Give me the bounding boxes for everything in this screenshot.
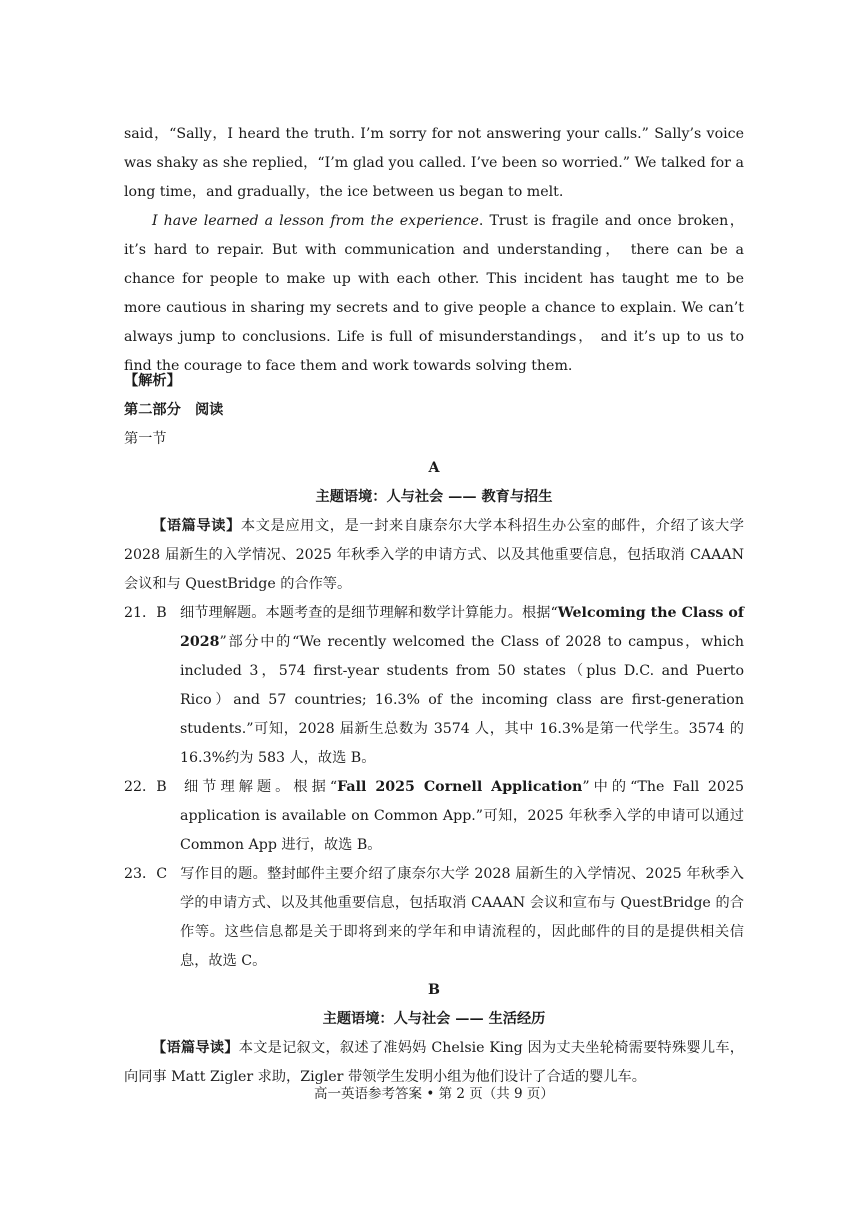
answer-item bbox=[124, 773, 744, 860]
passage-a-theme: 主题语境：人与社会 —— 教育与招生 bbox=[315, 489, 553, 505]
passage-a-intro bbox=[124, 512, 744, 599]
answer-text: ”部分中的“We recently welcomed the Class of 2028 to campus，which included 3，574 first-year students from 50 states（plus D.C. and Puerto Rico）and 57 countries; 16.3% of the incoming class are first-generation students.”可知，2028 届新生总数为 3574 人，其中 16.3%是第一代学生。3574 的 16.3%约为 583 人，故选 B。 bbox=[180, 634, 744, 766]
answer-item bbox=[124, 599, 744, 773]
analysis-heading: 【解析】 bbox=[124, 373, 181, 389]
passage-b-intro-text: 本文是记叙文，叙述了准妈妈 Chelsie King 因为丈夫坐轮椅需要特殊婴儿车，向同事 Matt Zigler 求助，Zigler 带领学生发明小组为他们设计了合适的婴儿车。 bbox=[124, 1040, 744, 1085]
part-heading: 第二部分 阅读 bbox=[124, 402, 224, 418]
passage-b-theme: 主题语境：人与社会 —— 生活经历 bbox=[322, 1011, 546, 1027]
answer-item bbox=[124, 860, 744, 976]
answer-text: ”中的“The Fall 2025 application is available on Common App.”可知，2025 年秋季入学的申请可以通过 Common App 进行，故选 B。 bbox=[180, 779, 744, 853]
answer-bold-text: Welcoming the Class of 2028 bbox=[180, 605, 744, 650]
passage-b-intro-label: 【语篇导读】 bbox=[152, 1040, 239, 1056]
answer-number: 22．B bbox=[124, 779, 167, 795]
story-paragraph-2 bbox=[124, 207, 744, 381]
analysis-section bbox=[124, 367, 744, 1092]
section-heading: 第一节 bbox=[124, 431, 167, 447]
story-ending bbox=[124, 120, 744, 381]
page-footer: 高一英语参考答案 • 第 2 页（共 9 页） bbox=[314, 1086, 554, 1102]
passage-a-intro-text: 本文是应用文，是一封来自康奈尔大学本科招生办公室的邮件，介绍了该大学 2028 届新生的入学情况、2025 年秋季入学的申请方式、以及其他重要信息，包括取消 CAAAN 会议和与 QuestBridge 的合作等。 bbox=[124, 518, 744, 592]
story-paragraph-1: said，“Sally，I heard the truth. I’m sorry for not answering your calls.” Sally’s voice was shaky as she replied，“I’m glad you called. I’ve been so worried.” We talked for a long time，and gradually，the ice between us began to melt. bbox=[124, 126, 744, 200]
story-paragraph-2-text: . Trust is fragile and once broken，it’s hard to repair. But with communication and understanding， there can be a chance for people to make up with each other. This incident has taught me to be more cautious in sharing my secrets and to give people a chance to explain. We can’t always jump to conclusions. Life is full of misunderstandings， and it’s up to us to find the courage to face them and work towards solving them. bbox=[124, 213, 744, 374]
answer-text: 细节理解题。根据“ bbox=[180, 779, 338, 795]
answer-bold-text: Fall 2025 Cornell Application bbox=[337, 779, 583, 795]
answer-text: 细节理解题。本题考查的是细节理解和数学计算能力。根据“ bbox=[180, 605, 558, 621]
answer-number: 23．C bbox=[124, 866, 168, 882]
passage-b-letter: B bbox=[428, 982, 440, 998]
passage-a-intro-label: 【语篇导读】 bbox=[152, 518, 241, 534]
passage-a-letter: A bbox=[428, 460, 440, 476]
answer-number: 21．B bbox=[124, 605, 167, 621]
story-paragraph-2-italic: I have learned a lesson from the experience bbox=[152, 213, 479, 229]
answer-text: 写作目的题。整封邮件主要介绍了康奈尔大学 2028 届新生的入学情况、2025 年秋季入学的申请方式、以及其他重要信息，包括取消 CAAAN 会议和宣布与 QuestBridge 的合作等。这些信息都是关于即将到来的学年和申请流程的，因此邮件的目的是提供相关信息，故选 C。 bbox=[180, 866, 744, 969]
